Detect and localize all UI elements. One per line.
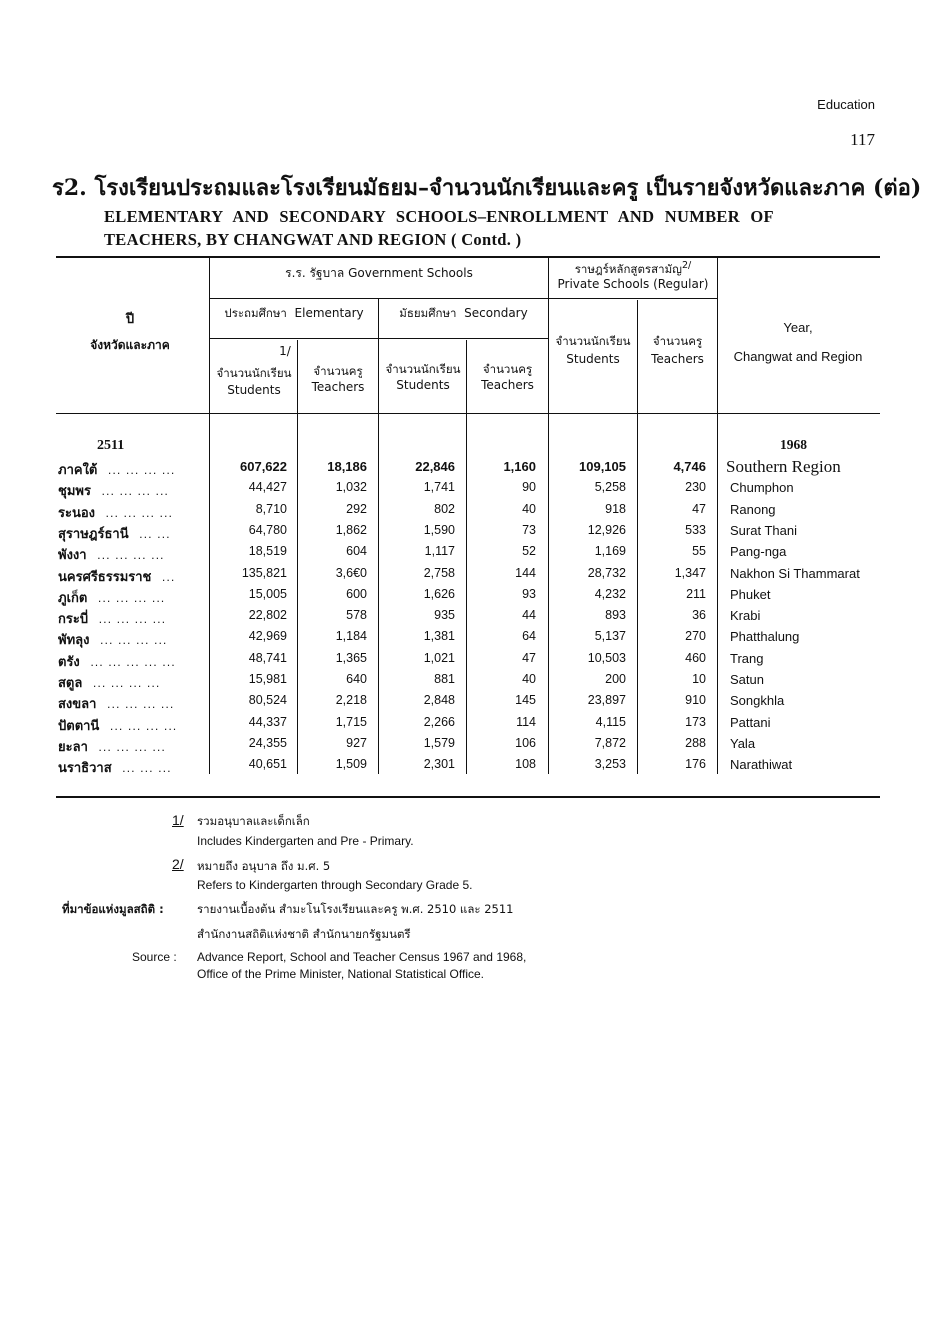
cell-st: 64 (522, 629, 536, 643)
elem-students-note: 1/ (279, 344, 291, 358)
cell-es: 24,355 (248, 736, 287, 750)
source-en-label: Source : (132, 950, 177, 964)
cell-st: 47 (522, 651, 536, 665)
source-thai-label: ที่มาข้อแห่งมูลสถิติ : (62, 902, 164, 916)
row-english-name: Songkhla (730, 693, 785, 708)
cell-ps: 4,115 (595, 715, 626, 729)
cell-pt: 211 (686, 587, 706, 601)
private-schools-header-en: Private Schools (Regular) (557, 277, 709, 291)
elem-students-header-thai: จำนวนนักเรียน (216, 366, 292, 380)
cell-ss: 1,590 (423, 523, 455, 537)
leader-dots: ... ... ... ... (106, 698, 175, 711)
row-thai-name (58, 459, 175, 480)
cell-ps: 109,105 (579, 459, 626, 474)
cell-es: 80,524 (248, 693, 287, 707)
row-english-name: Yala (730, 736, 756, 751)
cell-ps: 7,872 (594, 736, 626, 750)
cell-st: 114 (516, 715, 536, 729)
row-thai-name (58, 523, 171, 544)
cell-ps: 4,232 (594, 587, 626, 601)
leader-dots: ... ... ... ... (99, 634, 168, 647)
cell-pt: 10 (692, 672, 706, 686)
source-en-line1: Advance Report, School and Teacher Census 1967 and 1968, (197, 950, 527, 964)
cell-pt: 55 (692, 544, 706, 558)
cell-es: 18,519 (248, 544, 287, 558)
changwat-header-thai: จังหวัดและภาค (90, 338, 170, 352)
cell-st: 93 (522, 587, 536, 601)
cell-pt: 1,347 (674, 566, 706, 580)
cell-et: 2,218 (335, 693, 367, 707)
row-thai-name (58, 544, 165, 565)
cell-pt: 36 (692, 608, 706, 622)
cell-pt: 910 (685, 693, 706, 707)
row-thai-name (58, 502, 173, 523)
thai-province: ภาคใต้ (58, 463, 98, 478)
priv-students-header-thai: จำนวนนักเรียน (555, 334, 631, 348)
footnote-2-en: Refers to Kindergarten through Secondary Grade 5. (197, 878, 473, 892)
sec-teachers-header-thai: จำนวนครู (482, 362, 533, 376)
year-row-en: 1968 (780, 437, 807, 452)
source-thai-line1: รายงานเบื้องต้น สำมะโนโรงเรียนและครู พ.ศ. 2510 และ 2511 (197, 902, 514, 916)
cell-es: 22,802 (248, 608, 287, 622)
thai-province: สงขลา (58, 697, 97, 712)
col-divider (466, 340, 467, 774)
cell-ss: 2,266 (423, 715, 455, 729)
cell-ss: 1,117 (424, 544, 455, 558)
sec-students-header-en: Students (396, 378, 450, 392)
cell-st: 40 (522, 502, 536, 516)
cell-ps: 3,253 (594, 757, 626, 771)
sec-students-header-thai: จำนวนนักเรียน (385, 362, 461, 376)
cell-et: 1,715 (335, 715, 367, 729)
cell-pt: 288 (685, 736, 706, 750)
header-rule (210, 338, 548, 339)
cell-es: 135,821 (241, 566, 287, 580)
row-thai-name (58, 480, 169, 501)
cell-st: 52 (522, 544, 536, 558)
cell-ss: 1,021 (423, 651, 455, 665)
header-rule (549, 298, 717, 299)
header-rule (210, 298, 548, 299)
cell-st: 1,160 (503, 459, 536, 474)
cell-ps: 23,897 (587, 693, 626, 707)
row-thai-name (58, 672, 160, 693)
cell-et: 18,186 (327, 459, 367, 474)
row-thai-name (58, 715, 177, 736)
cell-et: 1,862 (335, 523, 367, 537)
cell-ps: 5,258 (594, 480, 626, 494)
year-header-en: Year, (783, 320, 813, 335)
footnote-1-en: Includes Kindergarten and Pre - Primary. (197, 834, 414, 848)
cell-es: 8,710 (255, 502, 287, 516)
footnote-1-mark: 1/ (172, 812, 184, 828)
cell-ss: 1,381 (423, 629, 455, 643)
cell-es: 44,427 (248, 480, 287, 494)
col-divider (717, 258, 718, 774)
thai-province: พังงา (58, 548, 87, 563)
leader-dots: ... ... ... ... (98, 741, 166, 754)
title-english-line1: ELEMENTARY AND SECONDARY SCHOOLS–ENROLLMENT AND NUMBER OF (104, 207, 774, 226)
row-thai-name (58, 566, 175, 587)
cell-et: 640 (346, 672, 367, 686)
row-thai-name (58, 651, 176, 672)
thai-province: ชุมพร (58, 484, 91, 499)
title-thai: ร2. โรงเรียนประถมและโรงเรียนมัธยม–จำนวนนักเรียนและครู เป็นรายจังหวัดและภาค (ต่อ) (52, 175, 922, 201)
row-thai-name (58, 736, 166, 757)
cell-ss: 2,758 (423, 566, 455, 580)
cell-pt: 230 (685, 480, 706, 494)
header-bottom-rule (56, 413, 880, 414)
cell-st: 44 (522, 608, 536, 622)
private-schools-header-thai: ราษฎร์หลักสูตรสามัญ$^{2/}$ (574, 260, 692, 276)
gov-schools-header: ร.ร. รัฐบาล Government Schools (285, 266, 473, 280)
cell-es: 48,741 (248, 651, 287, 665)
cell-st: 40 (522, 672, 536, 686)
cell-es: 15,981 (248, 672, 287, 686)
leader-dots: ... ... ... ... (92, 677, 161, 690)
cell-ss: 935 (434, 608, 455, 622)
cell-et: 1,365 (335, 651, 367, 665)
cell-es: 64,780 (248, 523, 287, 537)
cell-ps: 1,169 (594, 544, 626, 558)
row-english-name: Chumphon (730, 480, 794, 495)
row-english-name: Pattani (730, 715, 771, 730)
sec-teachers-header-en: Teachers (481, 378, 534, 392)
col-divider (209, 258, 210, 774)
priv-students-header-en: Students (566, 352, 620, 366)
thai-province: ระนอง (58, 506, 96, 521)
page-number: 117 (850, 130, 875, 149)
elementary-header: ประถมศึกษา Elementary (224, 306, 364, 320)
row-english-name: Pang-nga (730, 544, 787, 559)
thai-province: ยะลา (58, 740, 88, 755)
cell-ps: 28,732 (587, 566, 626, 580)
row-thai-name (58, 608, 166, 629)
cell-pt: 176 (685, 757, 706, 771)
leader-dots: ... ... ... ... (105, 507, 173, 520)
thai-province: พัทลุง (58, 633, 90, 648)
cell-es: 15,005 (248, 587, 287, 601)
cell-es: 40,651 (248, 757, 287, 771)
cell-ps: 918 (605, 502, 626, 516)
cell-ps: 12,926 (587, 523, 626, 537)
cell-pt: 533 (685, 523, 706, 537)
cell-es: 44,337 (248, 715, 287, 729)
footnote-2-mark: 2/ (172, 856, 184, 872)
thai-province: สุราษฎร์ธานี (58, 527, 129, 542)
cell-et: 1,032 (335, 480, 367, 494)
source-en-line2: Office of the Prime Minister, National Statistical Office. (197, 967, 485, 981)
leader-dots: ... ... ... ... (101, 485, 169, 498)
cell-pt: 270 (685, 629, 706, 643)
source-thai-line2: สำนักงานสถิติแห่งชาติ สำนักนายกรัฐมนตรี (197, 927, 411, 941)
cell-et: 3,6€0 (335, 566, 367, 580)
cell-pt: 4,746 (673, 459, 706, 474)
leader-dots: ... ... ... ... (107, 464, 176, 477)
cell-et: 1,184 (335, 629, 367, 643)
footnote-2-thai: หมายถึง อนุบาล ถึง ม.ศ. 5 (197, 859, 331, 873)
table-top-rule (56, 256, 880, 258)
row-thai-name (58, 757, 172, 778)
row-english-name: Narathiwat (730, 757, 793, 772)
elem-teachers-header-thai: จำนวนครู (313, 364, 363, 378)
cell-et: 600 (346, 587, 367, 601)
changwat-header-en: Changwat and Region (733, 349, 863, 364)
thai-province: นครศรีธรรมราช (58, 570, 152, 585)
thai-province: กระบี่ (58, 612, 89, 627)
leader-dots: ... ... (139, 528, 171, 541)
leader-dots: ... ... ... ... (97, 549, 165, 562)
cell-ps: 5,137 (594, 629, 626, 643)
row-english-name: Southern Region (726, 457, 841, 476)
row-english-name: Ranong (730, 502, 776, 517)
col-divider (297, 340, 298, 774)
cell-st: 90 (522, 480, 536, 494)
cell-ss: 2,848 (423, 693, 455, 707)
thai-province: ตรัง (58, 655, 80, 670)
row-english-name: Nakhon Si Thammarat (730, 566, 860, 581)
cell-pt: 460 (685, 651, 706, 665)
table-bottom-rule (56, 796, 880, 798)
priv-teachers-header-thai: จำนวนครู (652, 334, 703, 348)
thai-province: ปัตตานี (58, 719, 100, 734)
cell-et: 927 (346, 736, 367, 750)
leader-dots: ... ... ... ... ... (90, 656, 176, 669)
title-english-line2: TEACHERS, BY CHANGWAT AND REGION ( Contd. ) (104, 230, 522, 249)
cell-et: 292 (346, 502, 367, 516)
footnote-1-thai: รวมอนุบาลและเด็กเล็ก (197, 814, 310, 828)
cell-st: 144 (515, 566, 536, 580)
thai-province: นราธิวาส (58, 761, 112, 776)
leader-dots: ... ... ... ... (109, 720, 178, 733)
cell-et: 1,509 (335, 757, 367, 771)
cell-ss: 2,301 (423, 757, 455, 771)
cell-pt: 173 (685, 715, 706, 729)
cell-st: 106 (515, 736, 536, 750)
cell-ss: 1,741 (423, 480, 455, 494)
cell-st: 108 (515, 757, 536, 771)
elem-students-header-en: Students (227, 383, 281, 397)
secondary-header: มัธยมศึกษา Secondary (399, 306, 528, 320)
row-thai-name (58, 587, 165, 608)
cell-es: 42,969 (248, 629, 287, 643)
cell-ps: 200 (605, 672, 626, 686)
cell-ss: 881 (434, 672, 455, 686)
cell-ps: 10,503 (587, 651, 626, 665)
row-english-name: Krabi (730, 608, 761, 623)
cell-ss: 22,846 (415, 459, 455, 474)
priv-teachers-header-en: Teachers (651, 352, 704, 366)
cell-st: 73 (522, 523, 536, 537)
cell-ss: 802 (434, 502, 455, 516)
year-header-thai: ปี (125, 312, 135, 327)
year-row-thai: 2511 (97, 438, 125, 453)
leader-dots: ... ... ... ... (98, 613, 167, 626)
elem-teachers-header-en: Teachers (311, 380, 365, 394)
row-english-name: Satun (730, 672, 764, 687)
cell-ps: 893 (605, 608, 626, 622)
leader-dots: ... ... ... ... (97, 592, 166, 605)
row-thai-name (58, 693, 174, 714)
thai-province: สตูล (58, 676, 83, 691)
cell-ss: 1,579 (423, 736, 455, 750)
thai-province: ภูเก็ต (58, 591, 88, 606)
cell-pt: 47 (692, 502, 706, 516)
cell-et: 578 (346, 608, 367, 622)
cell-es: 607,622 (240, 459, 287, 474)
cell-et: 604 (346, 544, 367, 558)
leader-dots: ... ... ... (122, 762, 172, 775)
section-label: Education (817, 97, 875, 112)
leader-dots: ... (161, 571, 176, 584)
row-english-name: Trang (730, 651, 764, 666)
col-divider (637, 300, 638, 774)
cell-st: 145 (515, 693, 536, 707)
row-english-name: Phuket (730, 587, 771, 602)
row-thai-name (58, 629, 167, 650)
row-english-name: Surat Thani (730, 523, 797, 538)
cell-ss: 1,626 (423, 587, 455, 601)
row-english-name: Phatthalung (730, 629, 800, 644)
